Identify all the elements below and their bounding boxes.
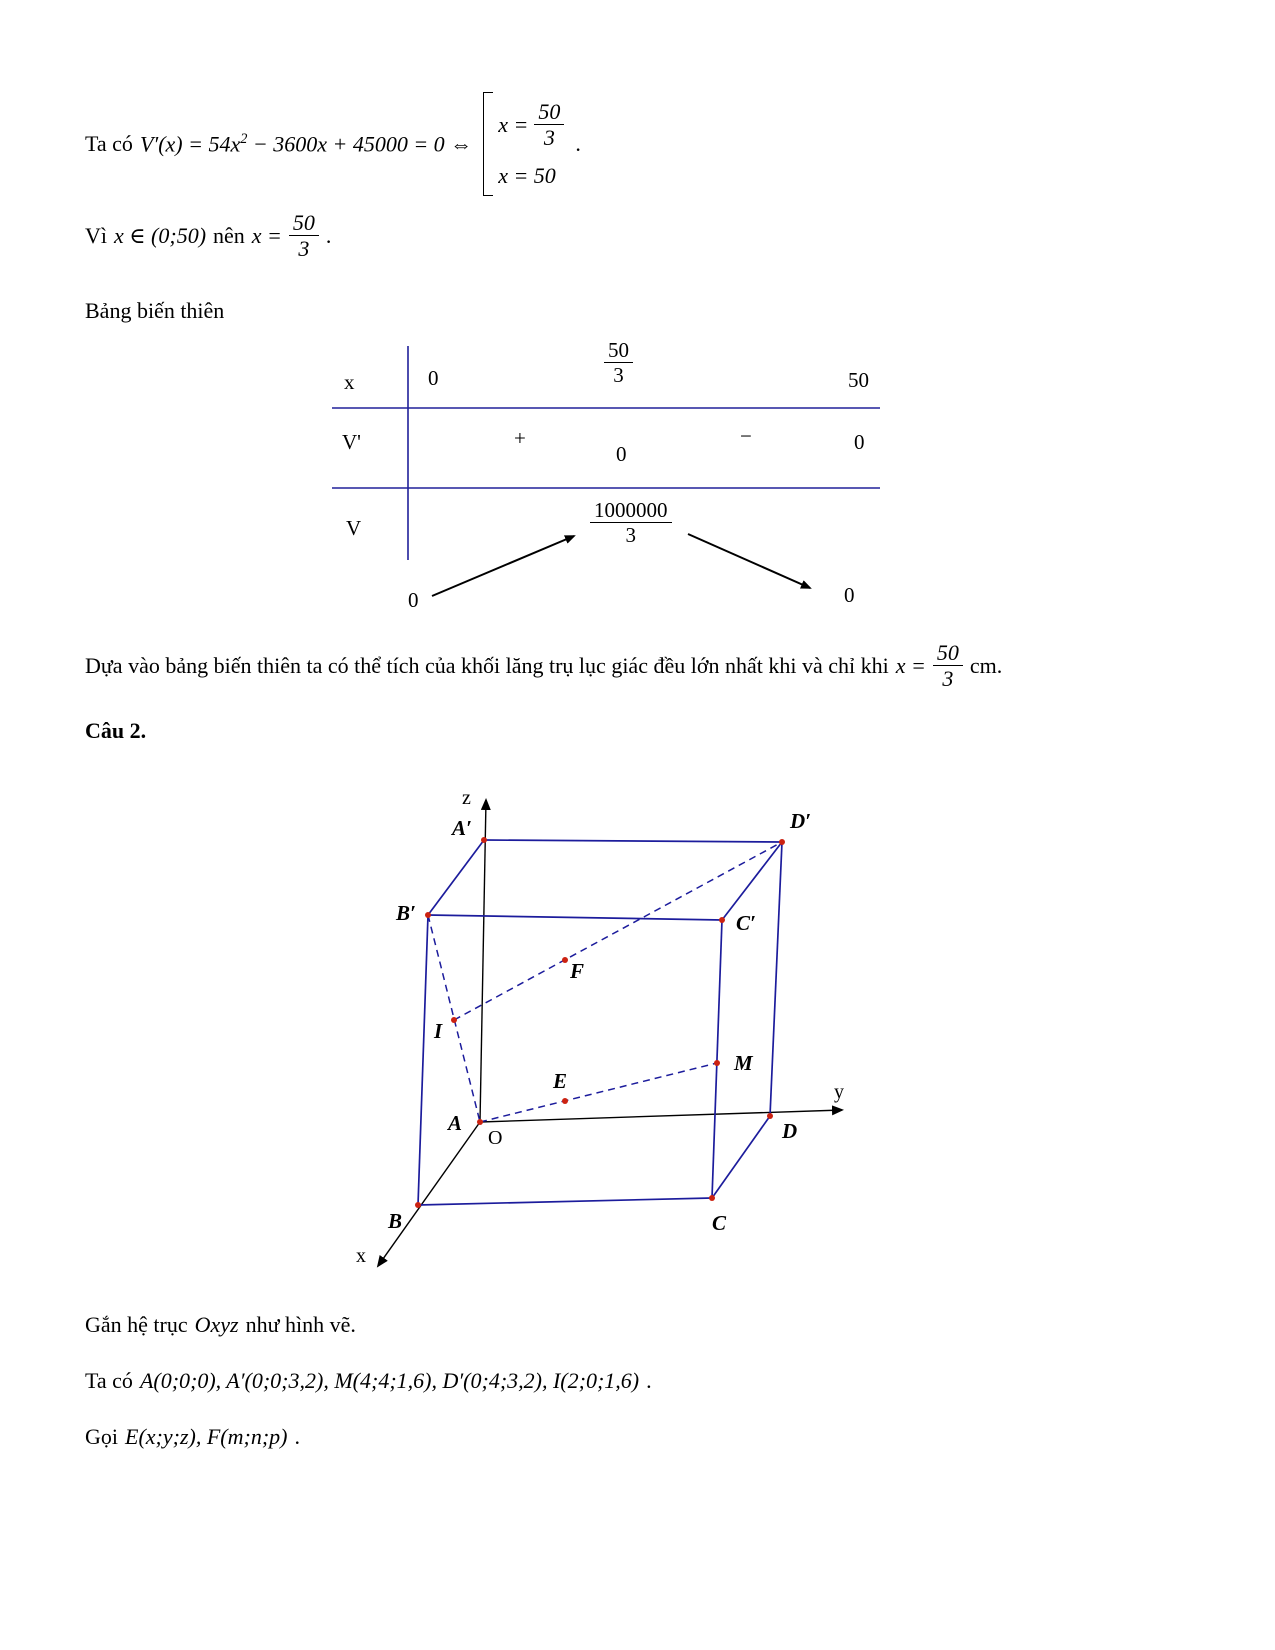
- label-F: F: [570, 959, 585, 983]
- conclusion-line: [85, 640, 1002, 692]
- z-axis-label: z: [462, 787, 471, 809]
- unknown-points: E(x;y;z), F(m;n;p): [125, 1424, 288, 1449]
- table-row-label-vprime: V': [342, 430, 361, 454]
- z-axis: [480, 800, 486, 1122]
- decreasing-arrow: [688, 534, 810, 588]
- edge-C-Cp: [712, 920, 722, 1198]
- label-I: I: [434, 1019, 443, 1043]
- dashed-A-M: [480, 1063, 717, 1122]
- variation-table: [330, 338, 892, 630]
- edge-C-D: [712, 1116, 770, 1198]
- bottom-line-3: [85, 1424, 300, 1450]
- dot-Cp: [719, 917, 725, 923]
- figure-cau2: [350, 780, 870, 1295]
- x-mid-numerator: 50: [604, 338, 633, 363]
- sign-plus: +: [514, 426, 526, 450]
- case-1: [498, 99, 564, 151]
- fraction-denominator: 3: [298, 236, 310, 262]
- text-prefix: Ta có: [85, 130, 133, 156]
- vprime-zero-right: 0: [854, 430, 865, 454]
- interval-condition: x ∈ (0;50): [114, 222, 207, 248]
- sentence-period: .: [575, 130, 581, 156]
- case1-fraction: [534, 99, 564, 151]
- x-mid-denominator: 3: [613, 363, 624, 388]
- dot-M: [714, 1060, 720, 1066]
- conclusion-unit: cm.: [969, 652, 1003, 678]
- sentence-period: .: [294, 1424, 300, 1449]
- edge-Ap-Dp: [484, 840, 782, 842]
- coordinates-list: A(0;0;0), A′(0;0;3,2), M(4;4;1,6), D′(0;4;3,2), I(2;0;1,6): [139, 1368, 640, 1393]
- equation-line-1: [85, 92, 581, 196]
- edge-D-Dp: [770, 842, 782, 1116]
- derivative-expression: [140, 131, 472, 157]
- case1-denominator: 3: [543, 125, 555, 151]
- case1-lhs: x =: [498, 111, 529, 137]
- label-Dp: D′: [790, 809, 812, 833]
- case1-numerator: 50: [534, 99, 564, 125]
- sign-minus: −: [740, 424, 752, 448]
- text-vi: Vì: [85, 222, 107, 248]
- origin-label: O: [488, 1127, 503, 1149]
- dashed-I-Dp: [454, 842, 782, 1020]
- table-row-label-v: V: [346, 516, 362, 540]
- v-min-right: 0: [844, 583, 855, 607]
- label-C: C: [712, 1211, 727, 1235]
- v-max-numerator: 1000000: [590, 498, 672, 523]
- label-Cp: C′: [736, 911, 756, 935]
- conclusion-text: Dựa vào bảng biến thiên ta có thể tích của khối lăng trụ lục giác đều lớn nhất khi và chỉ khi: [85, 652, 889, 678]
- dot-D: [767, 1113, 773, 1119]
- case-2: x = 50: [498, 162, 556, 188]
- x-axis-label: x: [356, 1245, 366, 1267]
- variation-table-title: Bảng biến thiên: [85, 298, 225, 323]
- edge-Ap-Bp: [428, 840, 484, 915]
- cases-bracket: [483, 92, 568, 196]
- dot-E: [562, 1098, 568, 1104]
- dot-F: [562, 957, 568, 963]
- label-E: E: [553, 1069, 568, 1093]
- vprime-zero-mid: 0: [616, 442, 627, 466]
- label-M: M: [734, 1051, 753, 1075]
- text-ta-co-2: Ta có: [85, 1368, 133, 1393]
- v-max-denominator: 3: [625, 523, 636, 548]
- question-2-heading: Câu 2.: [85, 718, 147, 743]
- label-D: D: [782, 1119, 798, 1143]
- edge-Cp-Dp: [722, 842, 782, 920]
- text-nhu-hinh-ve: như hình vẽ.: [245, 1312, 356, 1337]
- dot-C: [709, 1195, 715, 1201]
- edge-B-C: [418, 1198, 712, 1205]
- table-row-label-x: x: [344, 370, 355, 394]
- increasing-arrow: [432, 536, 574, 596]
- sentence-period: .: [646, 1368, 652, 1393]
- x-axis: [378, 1122, 480, 1266]
- figure-graphics: [350, 780, 870, 1295]
- label-Ap: A′: [452, 816, 472, 840]
- vertex-dots: [415, 837, 785, 1208]
- sentence-period: .: [325, 222, 332, 248]
- dot-A: [477, 1119, 483, 1125]
- conclusion-denominator: 3: [942, 666, 954, 692]
- expr-part-b: − 3600x + 45000 = 0 ⇔: [247, 130, 473, 156]
- dot-Ap: [481, 837, 487, 843]
- label-B: B: [388, 1209, 403, 1233]
- box-solid-edges: [418, 840, 782, 1205]
- edge-B-Bp: [418, 915, 428, 1205]
- label-A: A: [448, 1111, 463, 1135]
- conclusion-numerator: 50: [933, 640, 963, 666]
- dot-Dp: [779, 839, 785, 845]
- edge-Bp-Cp: [428, 915, 722, 920]
- dot-B: [415, 1202, 421, 1208]
- y-axis-label: y: [834, 1081, 844, 1103]
- conclusion-fraction: [933, 640, 963, 692]
- equation-line-2: [85, 210, 331, 262]
- v-min-left: 0: [408, 588, 419, 612]
- x-value-right: 50: [848, 368, 869, 392]
- bottom-line-2: [85, 1368, 652, 1394]
- label-Bp: B′: [396, 901, 416, 925]
- text-nen: nên: [213, 222, 245, 248]
- conclusion-x-equals: x =: [895, 652, 926, 678]
- text-goi: Gọi: [85, 1424, 118, 1449]
- dot-Bp: [425, 912, 431, 918]
- x-value-mid-fraction: [604, 338, 633, 387]
- text-gan-he-truc: Gắn hệ trục: [85, 1312, 188, 1337]
- x-equals: x =: [251, 222, 282, 248]
- x-value-fraction: [289, 210, 319, 262]
- dot-I: [451, 1017, 457, 1023]
- expr-part-a: V′(x) = 54x: [139, 130, 241, 156]
- oxyz-label: Oxyz: [194, 1312, 239, 1337]
- bottom-line-1: [85, 1312, 356, 1338]
- expr-exponent: 2: [240, 130, 248, 147]
- fraction-numerator: 50: [289, 210, 319, 236]
- v-max-fraction: [590, 498, 672, 547]
- x-value-left: 0: [428, 366, 439, 390]
